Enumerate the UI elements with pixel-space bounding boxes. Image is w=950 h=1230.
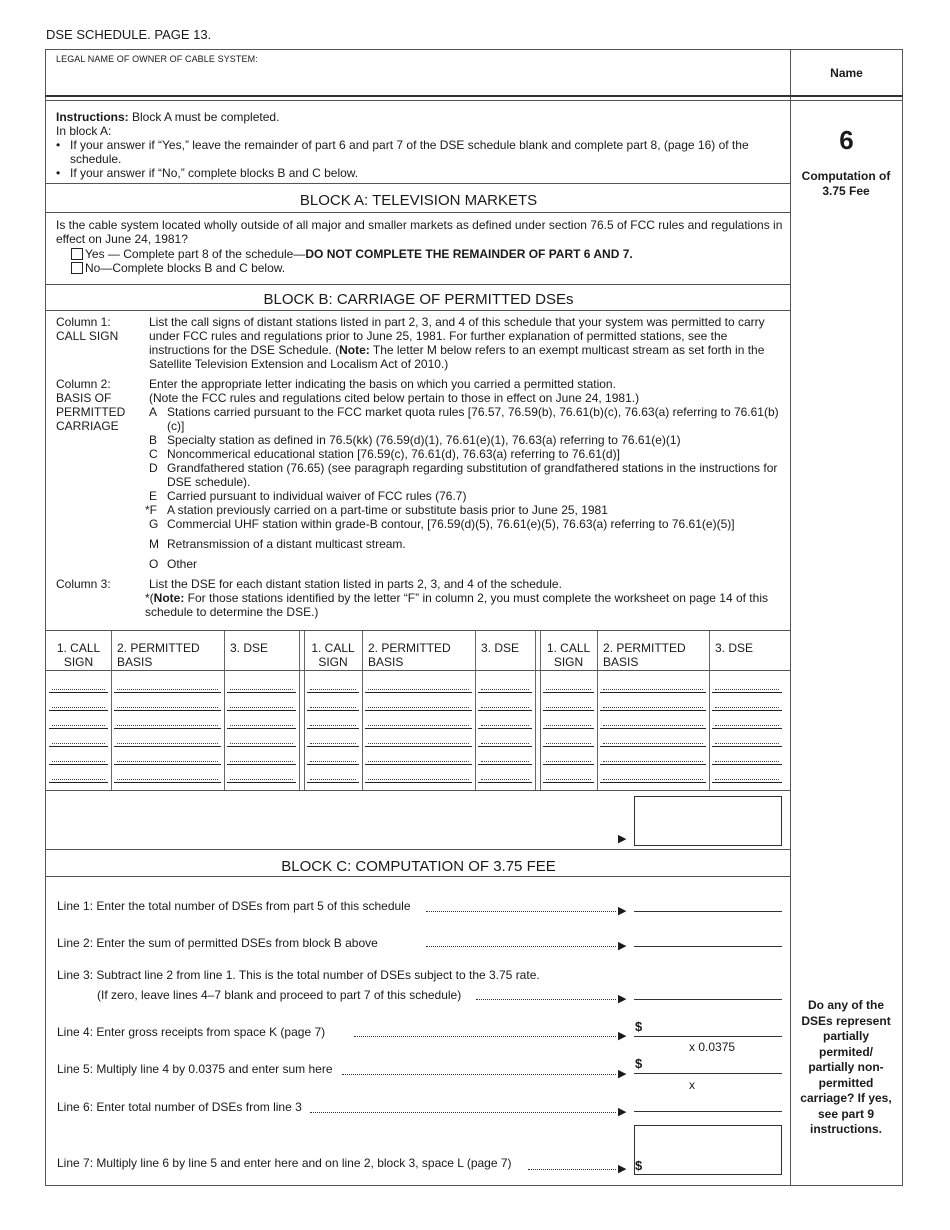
table-cell-input[interactable] [49,764,108,765]
line-4-label: Line 4: Enter gross receipts from space K (page 7) [57,1025,326,1039]
basis-item [149,405,783,433]
table-cell-input[interactable] [49,692,108,693]
basis-text: Grandfathered station (76.65) (see paragraph regarding substitution of grandfathered stations in the instructions for DSE schedule). [167,461,778,489]
leader-dots [368,725,469,726]
owner-name-label: LEGAL NAME OF OWNER OF CABLE SYSTEM: [56,54,258,64]
table-column-divider [111,631,112,790]
table-cell-input[interactable] [227,692,296,693]
leader-dots [528,1169,616,1170]
table-column-divider [709,631,710,790]
basis-item [149,517,783,531]
yes-checkbox[interactable] [71,248,83,260]
col1-text: List the call signs of distant stations listed in part 2, 3, and 4 of this schedule that your system was permitted to carry under FCC rules and regulations prior to June 25, 1981. For further explanation of permitted stations, see the instructions for the DSE Schedule. ( [149,315,765,357]
table-column-divider [475,631,476,790]
leader-dots [481,689,529,690]
basis-item [149,489,783,503]
col2-label-line: PERMITTED [56,405,126,419]
table-cell-input[interactable] [478,764,532,765]
arrow-icon: ▶ [618,1163,627,1175]
block-c-title: BLOCK C: COMPUTATION OF 3.75 FEE [281,858,556,875]
leader-dots [368,707,469,708]
basis-letter: A [149,405,158,419]
leader-dots [230,779,293,780]
table-cell-input[interactable] [365,782,472,783]
line-2-field[interactable] [634,946,782,947]
table-cell-input[interactable] [49,782,108,783]
table-cell-input[interactable] [307,764,359,765]
table-column-divider [304,631,305,790]
part-number: 6 [839,125,854,155]
basis-letter: D [149,461,158,475]
table-cell-input[interactable] [712,782,782,783]
basis-letter: O [149,557,159,571]
header-double-line-1 [45,95,903,97]
table-column-divider [224,631,225,790]
col3-note-text: For those stations identified by the letter “F” in column 2, you must complete the worksheet on page 14 of this schedule to determine the DSE.) [145,591,768,619]
table-cell-input[interactable] [478,746,532,747]
arrow-icon: ▶ [618,1106,627,1118]
arrow-icon: ▶ [618,1030,627,1042]
col1-label-line: Column 1: [56,315,111,329]
leader-dots [715,689,779,690]
divider [45,876,791,877]
col1-label-line: CALL SIGN [56,329,119,343]
table-cell-input[interactable] [478,782,532,783]
header-double-line-2 [45,100,903,101]
table-cell-input[interactable] [227,782,296,783]
line-2-label: Line 2: Enter the sum of permitted DSEs from block B above [57,936,378,950]
table-cell-input[interactable] [365,746,472,747]
leader-dots [310,1112,616,1113]
leader-dots [368,689,469,690]
divider [45,284,791,285]
table-cell-input[interactable] [307,692,359,693]
side-note: Do any of the DSEs represent partially permited/ partially non-permitted carriage? If yes, see part 9 instructions. [800,998,892,1136]
col3-note: Note: [153,591,185,605]
leader-dots [117,779,218,780]
leader-dots [52,707,105,708]
line-3-sublabel: (If zero, leave lines 4–7 blank and proceed to part 7 of this schedule) [97,988,462,1002]
col2-description [145,377,783,571]
table-cell-input[interactable] [600,782,706,783]
table-cell-input[interactable] [227,746,296,747]
table-header-permitted-basis: 2. PERMITTED BASIS [603,641,686,669]
dollar-sign: $ [635,1056,643,1071]
leader-dots [117,761,218,762]
col3-label: Column 3: [56,577,111,591]
table-cell-input[interactable] [307,746,359,747]
table-cell-input[interactable] [543,692,594,693]
basis-text: Noncommerical educational station [76.59(c), 76.61(d), 76.63(a) referring to 76.61(d)] [167,447,620,461]
leader-dots [230,725,293,726]
line-6-label: Line 6: Enter total number of DSEs from line 3 [57,1100,302,1114]
yes-warning: DO NOT COMPLETE THE REMAINDER OF PART 6 AND 7. [305,247,633,261]
instructions-bullet-2: If your answer if “No,” complete blocks B and C below. [70,166,359,180]
divider [45,183,791,184]
leader-dots [310,761,356,762]
table-cell-input[interactable] [543,728,594,729]
leader-dots [481,761,529,762]
table-column-divider [299,631,300,790]
basis-text: Commercial UHF station within grade-B contour, [76.59(d)(5), 76.61(e)(5), 76.63(a) referring to 76.61(e)(5)] [167,517,735,531]
leader-dots [230,689,293,690]
leader-dots [715,761,779,762]
table-cell-input[interactable] [543,746,594,747]
col3-description [145,577,785,619]
line-1-field[interactable] [634,911,782,912]
table-cell-input[interactable] [478,710,532,711]
basis-item [149,433,783,447]
line-3-label: Line 3: Subtract line 2 from line 1. This is the total number of DSEs subject to the 3.75 rate. [57,968,540,982]
no-checkbox[interactable] [71,262,83,274]
basis-letter: C [149,447,158,461]
basis-item [149,447,783,461]
owner-name-field[interactable] [46,66,790,94]
leader-dots [481,707,529,708]
leader-dots [603,761,703,762]
leader-dots [310,779,356,780]
basis-text: Carried pursuant to individual waiver of FCC rules (76.7) [167,489,467,503]
leader-dots [715,743,779,744]
leader-dots [546,761,591,762]
divider [45,670,791,671]
leader-dots [603,689,703,690]
leader-dots [52,725,105,726]
arrow-icon: ▶ [618,1068,627,1080]
leader-dots [603,779,703,780]
table-cell-input[interactable] [600,692,706,693]
table-cell-input[interactable] [543,710,594,711]
leader-dots [117,707,218,708]
table-cell-input[interactable] [227,764,296,765]
table-cell-input[interactable] [365,728,472,729]
leader-dots [715,707,779,708]
leader-dots [52,761,105,762]
leader-dots [310,743,356,744]
table-cell-input[interactable] [543,782,594,783]
basis-letter: G [149,517,159,531]
col2-intro: (Note the FCC rules and regulations cited below pertain to those in effect on June 24, 1981.) [149,391,640,405]
table-header-dse: 3. DSE [481,641,520,655]
leader-dots [52,779,105,780]
table-cell-input[interactable] [712,746,782,747]
divider [45,310,791,311]
col1-label [56,315,118,343]
table-cell-input[interactable] [114,692,221,693]
divider [45,790,791,791]
table-cell-input[interactable] [600,764,706,765]
leader-dots [230,761,293,762]
dollar-sign: $ [635,1019,643,1034]
line-6-field[interactable] [634,1111,782,1112]
leader-dots [603,725,703,726]
leader-dots [546,725,591,726]
arrow-icon: ▶ [618,833,627,845]
table-cell-input[interactable] [600,710,706,711]
table-cell-input[interactable] [307,710,359,711]
times-label: x [689,1078,695,1092]
basis-text: Specialty station as defined in 76.5(kk) (76.59(d)(1), 76.61(e)(1), 76.63(a) referring to 76.61(e)(1) [167,433,681,447]
block-a-question-area [56,218,784,275]
line-7-box[interactable] [634,1125,782,1175]
leader-dots [354,1036,616,1037]
col2-intro: Enter the appropriate letter indicating the basis on which you carried a permitted station. [149,377,616,391]
basis-text: A station previously carried on a part-time or substitute basis prior to June 25, 1981 [167,503,608,517]
table-cell-input[interactable] [543,764,594,765]
leader-dots [546,707,591,708]
basis-text: Retransmission of a distant multicast stream. [167,537,406,551]
table-cell-input[interactable] [600,728,706,729]
col2-label-line: CARRIAGE [56,419,119,433]
yes-label: Yes — Complete part 8 of the schedule— [85,247,306,261]
leader-dots [546,743,591,744]
basis-item [149,557,783,571]
table-cell-input[interactable] [114,728,221,729]
table-cell-input[interactable] [227,728,296,729]
leader-dots [117,743,218,744]
table-column-divider [535,631,536,790]
table-cell-input[interactable] [600,746,706,747]
line-5-field[interactable] [634,1073,782,1074]
divider [45,849,791,850]
line-4-field[interactable] [634,1036,782,1037]
leader-dots [310,707,356,708]
table-cell-input[interactable] [49,746,108,747]
divider [45,630,791,631]
no-label: No—Complete blocks B and C below. [85,261,286,275]
leader-dots [368,761,469,762]
arrow-icon: ▶ [618,940,627,952]
instructions: Instructions: Block A must be completed. In block A: • If your answer if “Yes,” leave the remainder of part 6 and part 7 of the DSE schedule blank and complete part 8, (page 16) of the schedule. • If your answer if “No,” complete blocks B and C below. [56,110,784,180]
table-cell-input[interactable] [712,692,782,693]
block-b-total-box[interactable] [634,796,782,846]
line-5-label: Line 5: Multiply line 4 by 0.0375 and enter sum here [57,1062,333,1076]
table-header-call-sign: 1. CALL SIGN [311,641,355,669]
table-cell-input[interactable] [307,728,359,729]
multiplier-label: x 0.0375 [689,1040,736,1054]
line-1-label: Line 1: Enter the total number of DSEs from part 5 of this schedule [57,899,411,913]
table-cell-input[interactable] [114,710,221,711]
instructions-bullet-1: If your answer if “Yes,” leave the remainder of part 6 and part 7 of the DSE schedule blank and complete part 8, (page 16) of the schedule. [70,138,749,166]
basis-list [145,405,783,531]
col2-label-line: Column 2: [56,377,111,391]
leader-dots [52,743,105,744]
name-label: Name [830,66,863,80]
table-cell-input[interactable] [307,782,359,783]
leader-dots [426,911,616,912]
col2-label-line: BASIS OF [56,391,112,405]
basis-text: Stations carried pursuant to the FCC market quota rules [76.57, 76.59(b), 76.61(b)(c), 76.63(a) referring to 76.61(b)(c)] [167,405,779,433]
table-cell-input[interactable] [365,764,472,765]
leader-dots [715,725,779,726]
leader-dots [368,779,469,780]
dollar-sign: $ [635,1158,643,1173]
leader-dots [426,946,616,947]
table-cell-input[interactable] [49,728,108,729]
table-header-dse: 3. DSE [715,641,754,655]
leader-dots [715,779,779,780]
table-cell-input[interactable] [227,710,296,711]
leader-dots [52,689,105,690]
table-cell-input[interactable] [712,764,782,765]
table-column-divider [362,631,363,790]
arrow-icon: ▶ [618,905,627,917]
page-header: DSE SCHEDULE. PAGE 13. [46,27,212,42]
basis-letter: E [149,489,158,503]
table-cell-input[interactable] [114,782,221,783]
basis-text: Other [167,557,198,571]
table-header-dse: 3. DSE [230,641,269,655]
col3-text: List the DSE for each distant station listed in parts 2, 3, and 4 of the schedule. [149,577,562,591]
leader-dots [481,725,529,726]
leader-dots [481,779,529,780]
block-a-question: Is the cable system located wholly outside of all major and smaller markets as defined under section 76.5 of FCC rules and regulations in effect on June 24, 1981? [56,218,783,246]
col1-description [149,315,783,371]
table-cell-input[interactable] [114,764,221,765]
basis-letter: *F [145,503,157,517]
instructions-line2: In block A: [56,124,112,138]
instructions-text: Block A must be completed. [128,110,280,124]
basis-letter: M [149,537,159,551]
basis-item [149,461,783,489]
basis-item [149,537,783,551]
leader-dots [310,689,356,690]
leader-dots [117,725,218,726]
block-b-title: BLOCK B: CARRIAGE OF PERMITTED DSEs [263,291,574,308]
table-header-permitted-basis: 2. PERMITTED BASIS [368,641,451,669]
table-cell-input[interactable] [712,710,782,711]
leader-dots [546,689,591,690]
line-3-field[interactable] [634,999,782,1000]
instructions-lead: Instructions: [56,110,129,124]
table-header-call-sign: 1. CALL SIGN [56,641,101,669]
leader-dots [342,1074,616,1075]
leader-dots [481,743,529,744]
divider [45,212,791,213]
leader-dots [603,743,703,744]
col3-note-prefix: *( [145,591,154,605]
leader-dots [476,999,616,1000]
table-cell-input[interactable] [712,728,782,729]
leader-dots [230,707,293,708]
table-cell-input[interactable] [478,692,532,693]
table-column-divider [540,631,541,790]
right-column-divider [790,49,791,1186]
col1-text: The letter M below refers to an exempt multicast stream as set forth in the Satellite Television Extension and Localism Act of 2010.) [149,343,765,371]
line-7-label: Line 7: Multiply line 6 by line 5 and enter here and on line 2, block 3, space L (page 7) [57,1156,512,1170]
table-header-call-sign: 1. CALL SIGN [546,641,591,669]
table-cell-input[interactable] [114,746,221,747]
leader-dots [310,725,356,726]
col2-label [56,377,125,433]
arrow-icon: ▶ [618,993,627,1005]
basis-item [145,503,783,517]
block-a-title: BLOCK A: TELEVISION MARKETS [299,192,538,209]
leader-dots [230,743,293,744]
table-cell-input[interactable] [365,692,472,693]
table-cell-input[interactable] [49,710,108,711]
table-cell-input[interactable] [478,728,532,729]
leader-dots [368,743,469,744]
leader-dots [117,689,218,690]
leader-dots [603,707,703,708]
table-column-divider [597,631,598,790]
basis-letter: B [149,433,158,447]
part-title: Computation of 3.75 Fee [801,169,891,198]
leader-dots [546,779,591,780]
table-header-permitted-basis: 2. PERMITTED BASIS [117,641,200,669]
table-cell-input[interactable] [365,710,472,711]
col1-note: Note: [339,343,370,357]
